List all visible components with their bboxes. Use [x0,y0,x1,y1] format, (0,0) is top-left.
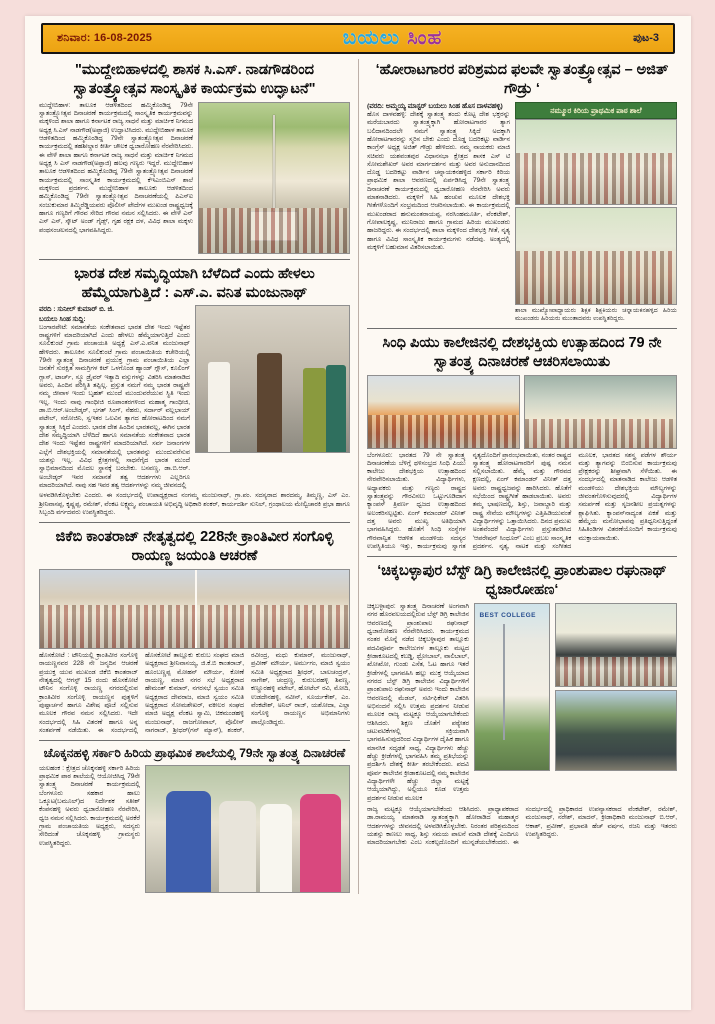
left-column [39,59,358,894]
photo-college-building-flagpole [474,603,550,771]
article-bangarapete-panchayat [39,263,350,519]
article-body: ಬೆಂಗಳೂರು: ಭಾರತದ 79 ನೇ ಸ್ವಾತಂತ್ರ್ಯ ದಿನಾಚರಣೆಯ ಬೆಳಿಗ್ಗೆ ಥಳಿಸಂಭ್ರದ ಸಿಂಧಿ ಪಿಯು ಕಾಲೇಜು ದೇಶಭಕ್ತಿಯ ಉತ್ಸಾಹದಿಂದ ನೇರವೇರಿಸಲಾಯಿತು. ವಿದ್ಯಾರ್ಥಿಗಳು, ಅಧ್ಯಾಪಕರು ಮತ್ತು ಗಣ್ಯರು ರಾಷ್ಟ್ರದ ಸ್ವಾತಂತ್ರ್ಯವನ್ನು ಗೌರವಿಸಲು ಒಟ್ಟುಗೂಡಿದಾಗ ಕ್ಯಾಂಪಸ್ ತ್ರಿವರ್ಣ ಧ್ವಜದ ಉತ್ಸಾಹದಿಂದ ಅಲಂಕರಿಸಲ್ಪಟ್ಟಿತು. ಏಂಗ್ ಕಮಾಂಡರ್ ವಿನೀತ್ ದತ್ತ ಅವರು ಮುಖ್ಯ ಅತಿಥಿಯಾಗಿ ಭಾಗವಹಿಸಿದ್ದರು. ಹೊತೆಗೆ ಸಿಂಧಿ ಸಂಸ್ಥೆಗಳ ಗೌರವಾನ್ವಿತ ಆಡಳಿತ ಮಂಡಳಿಯ ಸದಸ್ಯರ ಉಪಸ್ಥಿತಿಯೂ ಇತ್ತು, ಕಾರ್ಯಕ್ರಮವು ಸ್ವಾಗತ ನೃತ್ಯದೊಂದಿಗೆ ಪ್ರಾರಂಭವಾಯಿತು, ನಂತರ ರಾಷ್ಟ್ರದ ಸ್ವಾತಂತ್ರ್ಯ ಹೋರಾಟಗಾರರಿಗೆ ಪುಷ್ಪ ನಮನ ಸಲ್ಲಿಸಲಾಯಿತು. ಹೆಮ್ಮೆ ಮತ್ತು ಗೌರವದ ಕ್ಷಣದಲ್ಲಿ, ಏಂಗ್ ಕಮಾಂಡರ್ ವಿನೀತ್ ದತ್ತ ಅವರು ರಾಷ್ಟ್ರಧ್ವಜವನ್ನು ಹಾರಿಸಿದರು. ಹೊತೆಗೆ ಸಭೆಯಿಂದ ರಾಷ್ಟ್ರಗೀತೆ ಹಾಡಲಾಯಿತು. ಅವರು ತಮ್ಮ ಭಾಷಣದಲ್ಲಿ, ಶಿಸ್ತು, ಜವಾಬ್ದಾರಿ ಮತ್ತು ರಾಷ್ಟ್ರ ಸೇವೆಯ ಮೌಲ್ಯಗಳನ್ನು ಎತ್ತಿಹಿಡಿಯುವಂತೆ ವಿದ್ಯಾರ್ಥಿಗಳನ್ನು ಒತ್ತಾಯಿಸಿದರು. ದಿನದ ಪ್ರಮುಖ ಅಂಶವೆಂದರೆ ವಿದ್ಯಾರ್ಥಿಗಳು ಪ್ರಸ್ತುತಪಡಿಸಿದ 'ಆಪರೇಷನ್ ಸಿಂಧೂರ್' ಎಂಬ ಪ್ರಬಲ ಸಾಂಸ್ಕೃತಿಕ ಪ್ರದರ್ಶನ. ನೃತ್ಯ, ನಾಟಕ ಮತ್ತು ಸಂಗೀತದ ಮೂಲಕ, ಭಾರತದ ಸಶಸ್ತ್ರ ಪಡೆಗಳ ಶೌರ್ಯ ಮತ್ತು ತ್ಯಾಗವನ್ನು ಬಿಂಬಿಸುವ ಕಾರ್ಯಕ್ರಮವು ಪ್ರೇಕ್ಷಕರನ್ನು ಶೀಘ್ರವಾಗಿ ಸೆಳೆಯಿತು. ಈ ಸಂದರ್ಭದಲ್ಲಿ ಮಾತನಾಡಿದ ಕಾಲೇಜು ಆಡಳಿತ ಮಂಡಳಿಯು ದೇಶಭಕ್ತಿಯ ಮೌಲ್ಯಗಳನ್ನು ಜೀವಂತಗೊಳಿಸುವುದರಲ್ಲಿ ವಿದ್ಯಾರ್ಥಿಗಳ ಸಮರ್ಪಣೆ ಮತ್ತು ಸೃಜನಶೀಲ ಪ್ರಯತ್ನಗಳನ್ನು ಶ್ಲಾಘಿಸಿತು. ಕ್ಯಾಂಪಸ್‌ನಾದ್ಯಂತ ಏಕತೆ ಮತ್ತು ಹೆಮ್ಮೆಯ ಮನೋಭಾವವು ಪ್ರತಿಧ್ವನಿಸುತ್ತಿದ್ದಂತೆ ಸಿಹಿತಿಂಡಿಗಳ ವಿತರಣೆಯೊಂದಿಗೆ ಕಾರ್ಯಕ್ರಮವು ಮುಕ್ತಾಯವಾಯಿತು. [367,451,677,551]
person-figure [300,794,341,892]
school-banner: ನಮ್ಮೂರ ಕಿರಿಯ ಪ್ರಾಥಮಿಕ ಪಾಠ ಶಾಲೆ [515,102,677,119]
headline: ಸಿಂಧಿ ಪಿಯು ಕಾಲೇಜಿನಲ್ಲಿ ದೇಶಭಕ್ತಿಯ ಉತ್ಸಾಹದಿಂದ 79 ನೇ ಸ್ವಾತಂತ್ರ್ಯ ದಿನಾಚರಣೆ ಆಚರಿಸಲಾಯಿತು [382,334,662,370]
photo-row [367,375,677,449]
building-signage: BEST COLLEGE [479,612,536,620]
news-credit: ಬಯಲು ಸಿಂಹ ಸುದ್ದಿ: [39,315,86,323]
photo-college-staff-group [367,375,520,449]
right-column [358,59,677,894]
photo-students-certificates [555,603,677,687]
article-body-continued: ಅಳವಡಿಸಿಕೊಳ್ಳಬೇಕು ಎಂದರು. ಈ ಸಂದರ್ಭದಲ್ಲಿ ಉಪಾಧ್ಯಕ್ಷರಾದ ನಂಗಮ್ಮ ಮಂಜುನಾಥ್, ಗ್ರಾ.ಪಂ. ಸದಸ್ಯರಾದ ಶಾರದಮ್ಮ, ತಿಮ್ಮಣ್ಣ, ಎಸ್ ಎಂ. ಶ್ರೀನಿವಾಸಪ್ಪ, ಕೃಷ್ಣಪ್ಪ, ರಮೇಶ್, ವೆಂಕಟ ಲಕ್ಷ್ಮಮ್ಮ, ಪಂಚಾಯತಿ ಅಭಿವೃದ್ಧಿ ಅಧಿಕಾರಿ ಶಂಕರ್, ಕಾರ್ಯದರ್ಶಿ ಸುನಿಲ್, ಗ್ರಂಥಾಲಯ ಮೇಲ್ವಿಚಾರಕಿ ಪ್ರಭಾ ಹಾಗೂ ಸಿಬ್ಬಂದಿ ವರ್ಗದವರು ಉಪಸ್ಥಿತರಿದ್ದರು. [39,492,350,516]
photo-dignitaries-ceremony [524,375,677,449]
photo-frame-split [195,570,197,648]
photo-caption: ಶಾಲಾ ಮುಖ್ಯೋಪಾಧ್ಯಾಯರು ಶಿಕ್ಷಕ ಶಿಕ್ಷಕಿಯರು ಚನ್ನಾಯಕನಹಳ್ಳಿದ ಹಿರಿಯ ಮುಖಂಡರು ಹಿರಿಯರು ಮುಂತಾದವರು ಉಪಸ್ಥಿತರಿದ್ದರು. [515,306,677,322]
article-body: ಮುದ್ದೇಬಿಹಾಳ: ತಾಲೂಕ ಆಡಳಿತದಿಂದ ಹಮ್ಮಿಕೊಂಡಿದ್ದ 79ನೇ ಸ್ವಾತಂತ್ರ್ಯೋತ್ಸವ ದಿನಾಚರಣೆ ಕಾರ್ಯಕ್ರಮದಲ್ಲಿ ಸಾಂಸ್ಕೃತಿಕ ಕಾರ್ಯಕ್ರಮವನ್ನು ಮಕ್ಕಳಿಂದ ಶಾಲಾ ಹಾಗೂ ಕರ್ನಾಟಕ ರಾಜ್ಯ ಸಾಧನೆ ಮತ್ತು ಮಾರ್ಚಿಕ ನಿಗಮದ ಅಧ್ಯಕ್ಷ ಸಿ.ಎಸ್ ನಾಡಗೌಡ(ಅಪ್ಪಾಜಿ) ಉದ್ಘಾಟಿಸಿದರು. ಮುದ್ದೇಬಿಹಾಳ ತಾಲೂಕ ಆಡಳಿತದಿಂದ ಹಮ್ಮಿಕೊಂಡಿದ್ದ 79ನೇ ಸ್ವಾತಂತ್ರ್ಯೋತ್ಸವ ದಿನಾಚರಣೆ ಕಾರ್ಯಕ್ರಮದಲ್ಲಿ ತಹಶೀಲ್ದಾರ ಕೀರ್ತಿ ಚೌಲಕ ಧ್ವಜಾರೋಹಣ ನೆರವೇರಿಸಿದರು. ಈ ವೇಳೆ ಶಾಲಾ ಹಾಗೂ ಕರ್ನಾಟಕ ರಾಜ್ಯ ಸಾಧನೆ ಮತ್ತು ಮಾರ್ಚಿಕ ನಿಗಮದ ಅಧ್ಯಕ್ಷ ಸಿ ಎಸ್ ನಾಡಗೌಡ(ಅಪ್ಪಾಜಿ) ಹಲವು ಗಣ್ಯರು ಇದ್ದರೆ. ಮುದ್ದೇಬಿಹಾಳ ತಾಲೂಕ ಆಡಳಿತದಿಂದ ಹಮ್ಮಿಕೊಂಡಿದ್ದ 79ನೇ ಸ್ವಾತಂತ್ರ್ಯೋತ್ಸವ ದಿನಾಚರಣೆ ಕಾರ್ಯಕ್ರಮದಲ್ಲಿ ಸಾಂಸ್ಕೃತಿಕ ಕಾರ್ಯಕ್ರಮದಲ್ಲಿ ಕೆಇಎಂಬಿಎಸ್ ಶಾಲೆ ಮಕ್ಕಳಿಂದ ಪ್ರದರ್ಶನ. ಮುದ್ದೇಬಿಹಾಳ ತಾಲೂಕು ಆಡಳಿತದಿಂದ ಹಮ್ಮಿಕೊಂಡಿದ್ದ 79ನೇ ಸ್ವಾತಂತ್ರ್ಯೋತ್ಸವ ದಿನಾಚರಣೆಯಲ್ಲಿ ಪಿಎಸ್ಐ ಸಂಜುಕುಮಾರ ತಿಮ್ಮಿರೆಡ್ಡಿಯವರು ಪೊಲೀಸ್ ಪೇದೆಗಳ ಮುಖಂಡ ರಾಷ್ಟ್ರಧ್ವಜಕ್ಕೆ ಹಾಗೂ ಗಣ್ಯರಿಗೆ ಗೌರವ ಸೇರಿದ ಗೌರವ ನಮನ ಸಲ್ಲಿಸಿದರು. ಈ ವೇಳೆ ಎನ್ ಎಸ್ ಎಸ್, ಸ್ಕೌಟ್ ಅಂಡ್ ಗೈಡ್ಸ್, ಗೃಹ ರಕ್ಷಕ ದಳ, ವಿವಿಧ ಶಾಲಾ ಮಕ್ಕಳು ಪಂಥಸಂಚಲನದಲ್ಲಿ ಭಾಗವಹಿಸಿದ್ದರು. [39,101,193,234]
reporter-byline: ವರದಿ : ಸುನೀಲ್ ಕುಮಾರ್ ಬಿ. ಜಿ. [39,306,114,314]
headline: ಚೊಕ್ಕನಹಳ್ಳಿ ಸರ್ಕಾರಿ ಹಿರಿಯ ಪ್ರಾಥಮಿಕ ಶಾಲೆಯಲ್ಲಿ 79ನೇ ಸ್ವಾತಂತ್ರ್ಯ ದಿನಾಚರಣೆ [43,746,346,761]
article-body: ಯಲಹಂಕ : ಕ್ಷೇತ್ರದ ಚೊಕ್ಕನಹಳ್ಳಿ ಸರ್ಕಾರಿ ಹಿರಿಯ ಪ್ರಾಥಮಿಕ ಪಾಠ ಶಾಲೆಯಲ್ಲಿ ಆಯೋಜಿಸಿದ್ದ 79ನೇ ಸ್ವಾತಂತ್ರ್ಯ ದಿನಾಚರಣೆ ಕಾರ್ಯಕ್ರಮದಲ್ಲಿ ಬೆಂಗಳೂರು ಸಹಕಾರ ಹಾಲು ಒಕ್ಕೂಟ(ಬಮೂಲ್)ದ ನಿರ್ದೇಶಕ ಸತೀಶ್ ಕೆಂಪನಹಳ್ಳಿ ಅವರು ಧ್ವಜಾರೋಹಣ ನೆರವೇರಿಸಿ, ಧ್ವಜ ನಮನ ಸಲ್ಲಿಸಿದರು. ಕಾರ್ಯಕ್ರಮದಲ್ಲಿ ಅರಕೆರೆ ಗ್ರಾಮ ಪಂಚಾಯತಿಯ ಅಧ್ಯಕ್ಷರು, ಸದಸ್ಯರು ಸೇರಿದಂತೆ ಚೊಕ್ಕನಹಳ್ಳಿ ಗ್ರಾಮಸ್ಥರು ಉಪಸ್ಥಿತರಿದ್ದರು. [39,764,140,847]
crowd-strip [516,153,676,203]
photo-kit-distribution [195,305,350,453]
person-figure [326,365,346,453]
person-figure [219,801,256,892]
article-divider [39,740,350,741]
crowd-strip [199,208,349,253]
headline: ಭಾರತ ದೇಶ ಸಮೃದ್ಧಿಯಾಗಿ ಬೆಳೆದಿದೆ ಎಂದು ಹೇಳಲು ಹೆಮ್ಮೆಯಾಗುತ್ತಿದೆ : ಎಸ್.ಎ. ವನಿತ ಮಂಜುನಾಥ್ [74,265,315,301]
flagpole [503,624,505,740]
photo-street-crowd [39,569,350,649]
person-figure [303,368,326,453]
photo-flag-hoisting-building [198,102,350,254]
photo-leaders-group [515,119,677,205]
newspaper-title [343,27,443,50]
crowd-strip [368,415,519,447]
article-muddebihal-independence [39,59,350,255]
article-body: ಹೊಸ ದಾಳವಹಳ್ಳಿ: ದೇಶಕ್ಕೆ ಸ್ವಾತಂತ್ರ್ಯ ತಂದು ಕೊಟ್ಟ ದೇಶ ಭಕ್ತರನ್ನು ಮರೆಯಬಾರದು ಸ್ವಾತಂತ್ರ್ಯಕ್ಕಾಗಿ ಹೋರಾಟಗಾರರ ತ್ಯಾಗ ಬಲಿದಾನದಿಂದಲೇ ನಮಗೆ ಸ್ವಾತಂತ್ರ್ಯ ಸಿಕ್ಕಿದೆ ಅದಕ್ಕಾಗಿ ಹೋರಾಟಗಾರರನ್ನು ಸ್ಮರಿಸ ಬೇಕು ಎಂದು ದೊಡ್ಡ ಬದರಿಕಟ್ಟು ವಾರ್ಡಿನ ಕಾಂಗ್ರೆಸ್ ಅಧ್ಯಕ್ಷ ಅಜಿತ್ ಗೌಡ್ರು ಹೇಳಿದರು. ನಮ್ಮ ನಾಯಕರು ಮಾಜಿ ಸಚಿವರು ಯಶವಂತಪುರ ವಿಧಾನಸಭಾ ಕ್ಷೇತ್ರದ ಶಾಸಕ ಎಸ್ ಟಿ ಸೋಮಶೇಖರ್ ಅವರ ಮಾರ್ಗದರ್ಶನ ಮತ್ತು ಅವರ ಅನುದಾನದಿಂದ ದೊಡ್ಡ ಬದರಿಕಟ್ಟು ವಾರ್ಡಿನ ಚನ್ನಾಯಕನಹಳ್ಳಿದ ಸರ್ಕಾರಿ ಕಿರಿಯ ಪ್ರಾಥಮಿಕ ಶಾಲಾ ಆವರಣದಲ್ಲಿ ಏರ್ಪಡಿಸಿದ್ದ 79ನೇ ಸ್ವಾತಂತ್ರ್ಯ ದಿನಾಚರಣೆ ಕಾರ್ಯಕ್ರಮದಲ್ಲಿ ಧ್ವಜಾರೋಹಣ ನೆರವೇರಿಸಿ ಅವರು ಮಾತನಾಡಿದರು. ಮಕ್ಕಳಿಗೆ ಸಿಹಿ ಹಂಚುವ ಮೂಲಕ ದೇಶಭಕ್ತಿ ಗೀತೆಗಳೊಂದಿಗೆ ಸಂಭ್ರಮದಿಂದ ಆಚರಿಸಲಾಯಿತು. ಈ ಕಾರ್ಯಕ್ರಮದಲ್ಲಿ ಮುಖಂಡರಾದ ಹನುಮಂತರಾಯಪ್ಪ, ನರಸಿಂಹಮೂರ್ತಿ, ವೆಂಕಟೇಶ್, ಗೋಪಾಲಕೃಷ್ಣ, ಮುನಿರಾಜು ಹಾಗೂ ಗ್ರಾಮದ ಹಿರಿಯ ಮುಖಂಡರು ಹಾಜರಿದ್ದರು. ಈ ಸಂದರ್ಭದಲ್ಲಿ ಶಾಲಾ ಮಕ್ಕಳಿಂದ ದೇಶಭಕ್ತಿ ಗೀತೆ, ನೃತ್ಯ ಹಾಗೂ ವಿವಿಧ ಸಾಂಸ್ಕೃತಿಕ ಕಾರ್ಯಕ್ರಮಗಳು ನಡೆದವು. ಅಂತ್ಯದಲ್ಲಿ ಮಕ್ಕಳಿಗೆ ಬಹುಮಾನ ವಿತರಿಸಲಾಯಿತು. [367,110,510,252]
article-text-column [367,102,510,323]
article-body: ಹೊಸಕೋಟೆ : ಟೌನಿಯಲ್ಲಿ ಕ್ರಾಂತಿವೀರ ಸಂಗೊಳ್ಳಿ ರಾಯಣ್ಣನವರ 228 ನೇ ಜನ್ಮದಿನ ಆಚರಣೆ ಪ್ರಯುಕ್ತ ಯುವ ಮುಖಂಡ ಜಿಕೆಬಿ ಕಾಂತರಾಜ್ ನೇತೃತ್ವದಲ್ಲಿ ಆಗಸ್ಟ್ 15 ರಂದು ಹೊಸಕೋಟೆ ಟೌನಿನ ಸಂಗೊಳ್ಳಿ ರಾಯಣ್ಣ ನಗರದಲ್ಲಿರುವ ಕ್ರಾಂತಿವೀರ ಸಂಗೊಳ್ಳಿ ರಾಯಣ್ಣನ ಪುತ್ಥಳಿಗೆ ಪುಷ್ಪಾರ್ಚನೆ ಹಾಗೂ ವಿಶೇಷ ಪೂಜೆ ಸಲ್ಲಿಸುವ ಮೂಲಕ ಗೌರವ ನಮನ ಸಲ್ಲಿಸಿದರು. ಇದೇ ಸಂದರ್ಭದಲ್ಲಿ ಸಿಹಿ ವಿತರಣೆ ಹಾಗೂ ಅನ್ನ ಸಂತರ್ಪಣೆ ನಡೆಯಿತು. ಈ ಸಂದರ್ಭದಲ್ಲಿ ಹೊಸಕೋಟೆ ತಾಲ್ಲೂಕು ಕುರುಬ ಸಂಘದ ಮಾಜಿ ಅಧ್ಯಕ್ಷರಾದ ಶ್ರೀನಿವಾಸಯ್ಯ, ಜಿ.ಕೆ.ಬಿ ಕಾಂತರಾಜ್, ಹೂಂಬಣ್ಣಪ್ಪ ಮೋಹನ್ ಮೌರ್ಯ, ಕೋಣೆ ರಾಯಣ್ಣ, ಮಾಜಿ ನಗರ ಸಭೆ ಅಧ್ಯಕ್ಷರಾದ ಹೇಮಂತ್ ಕುಮಾರ್, ನಗರಸಭೆ ಸ್ವಯಂ ಸಮಿತಿ ಅಧ್ಯಕ್ಷರಾದ ದೇವರಾಜ, ಮಾಜಿ ಸ್ವಯಂ ಸಮಿತಿ ಅಧ್ಯಕ್ಷರಾದ ಸೋಮಶೇಖರ್, ವಕೀಲರ ಸಂಘದ ಮಾಜಿ ಅಧ್ಯಕ್ಷ ವೆಂಕಟ ಸ್ವಾಮಿ, ಚಿಕಮಂಡಹಳ್ಳಿ ಮಂಜುನಾಥ್, ರಾಜಗೋಪಾಲ್, ಪೊಲೀಸ್ ನಾಗರಾಜ್, ಶ್ರೀಧರ್(ಗನ್ ಮ್ಯಾನ್), ಶಂಕರ್, ರವೀಂದ್ರ, ಮಧು ಕುಮಾರ್, ಮಂಜುನಾಥ್, ಪ್ರವೀಣ್ ಮೌರ್ಯ, ಅರ್ಮುಗಂ, ಮಾಜಿ ಸ್ವಯಂ ಸಮಿತಿ ಅಧ್ಯಕ್ಷರಾದ ಶ್ರೀಧರ್, ಬಾಲಚಂದ್ರನ್, ನಾಗೇಶ್, ಚಂದ್ರಣ್ಣ, ಕುರುಬರಹಳ್ಳಿ ಶಿವಣ್ಣ, ಕಣ್ಣೂರಹಳ್ಳಿ ಪಟೇಲ್, ಹೋಟೆಲ್ ರವಿ, ಮೋದಿ, ಉಡದೇನಹಳ್ಳಿ, ನವೀನ್, ಸೂರ್ಯಕೇಶ್, ಎಂ. ವೆಂಕಟೇಶ್, ಅನಿಲ್ ರಾಜ್, ಯಶೋದಾ, ಎಲ್ಲಾ ಸಂಗೊಳ್ಳಿ ರಾಯಣ್ಣನ ಅಭಿಮಾನಿಗಳು ಪಾಲ್ಗೊಂಡಿದ್ದರು. [39,651,350,734]
photo-saluting-women [145,765,350,893]
title-word-1: ಬಯಲು [342,27,401,49]
person-figure [257,353,281,452]
headline: ‘ಚಿಕ್ಕಬಳ್ಳಾಪುರ ಬೆಸ್ಟ್ ಡಿಗ್ರಿ ಕಾಲೇಜಿನಲ್ಲಿ ಪ್ರಾಂಶುಪಾಲ ರಘುನಾಥ್ ಧ್ವಜಾರೋಹಣ‘ [377,563,667,599]
issue-date: ಶನಿವಾರ: 16-08-2025 [57,32,153,44]
page-columns [25,57,691,902]
article-chokkanahalli-school [39,744,350,894]
article-sindhi-pu-college [367,332,677,553]
article-dalavahalli-freedom-fighters [367,59,677,324]
headline: ‘ಹೋರಾಟಗಾರರ ಪರಿಶ್ರಮದ ಫಲವೇ ಸ್ವಾತಂತ್ರ್ಯೋತ್ಸವ – ಅಜಿತ್ ಗೌಡ್ರು ‘ [375,62,669,97]
headline: "ಮುದ್ದೇಬಿಹಾಳದಲ್ಲಿ ಶಾಸಕ ಸಿ.ಎಸ್. ನಾಡಗೌಡರಿಂದ ಸ್ವಾತಂತ್ರ್ಯೋತ್ಸವ ಸಾಂಸ್ಕೃತಿಕ ಕಾರ್ಯಕ್ರಮ ಉದ್ಘಾಟನೆ" [73,62,316,97]
crowd-strip [556,657,676,686]
person-figure [166,791,211,892]
crowd-strip [516,251,676,304]
article-body: ಚಿಕ್ಕಬಳ್ಳಾಪುರ: ಸ್ವಾತಂತ್ರ್ಯ ದಿನಾಚರಣೆ ಅಂಗವಾಗಿ ನಗರ ಹೊರವಲಯದಲ್ಲಿರುವ ಬೆಸ್ಟ್ ಡಿಗ್ರಿ ಕಾಲೇಜಿನ ಆವರಣದಲ್ಲಿ ಪ್ರಾಂಶುಪಾಲ ರಘುನಾಥ್ ಧ್ವಜಾರೋಹಣ ನೆರವೇರಿಸಿದರು. ಕಾರ್ಯಕ್ರಮದ ನಂತರ ಮೊನ್ನೆ ನಡೆದ ಚಿಕ್ಕಬಳ್ಳಾಪುರ ತಾಲ್ಲೂಕು ಪದವಿಪೂರ್ವ ಕಾಲೇಜುಗಳ ತಾಲ್ಲೂಕು ಮಟ್ಟದ ಕ್ರೀಡಾಕೂಟದಲ್ಲಿ ಕಬಡ್ಡಿ, ಥ್ರೋಬಾಲ್, ವಾಲಿಬಾಲ್, ಖೋಖೋ, ಗುಂಡು ಎಸೆತ, ಓಟ ಹಾಗೂ ಇತರೆ ಕ್ರೀಡೆಗಳಲ್ಲಿ ಭಾಗವಹಿಸಿ ಹಲ್ಲು ಮುಕ್ತ ಆಯ್ಕೆಯಾದ ನಗರದ ಬೆಸ್ಟ್ ಡಿಗ್ರಿ ಕಾಲೇಜಿನ ವಿದ್ಯಾರ್ಥಿಗಳಿಗೆ ಪ್ರಾಂಶುಪಾಲ ರಘುನಾಥ್ ಅವರು ಇಂದು ಕಾಲೇಜಿನ ಆವರಣದಲ್ಲಿ ಮೆಡಲ್, ಸರ್ಟಿಫಿಕೇಟ್ ವಿತರಿಸಿ ಅಭಿನಂದನೆ ಸಲ್ಲಿಸಿ ಉತ್ತಮ ಪ್ರದರ್ಶನ ನೀಡುವ ಮೂಲಕ ರಾಜ್ಯ ಮಟ್ಟಕ್ಕೂ ಆಯ್ಕೆಯಾಗಬೇಕೆಂದು ಆಶಿಸಿದರು. ಶಿಕ್ಷಣ ಜೊತೆಗೆ ಪಠ್ಯೇತರ ಚಟುವಟಿಕೆಗಳಲ್ಲಿ ಸಕ್ರಿಯವಾಗಿ ಭಾಗವಹಿಸುವುದರಿಂದ ವಿದ್ಯಾರ್ಥಿಗಳ ದೈಹಿಕ ಹಾಗೂ ಮಾನಸಿಕ ಸದೃಢತೆ ಸಾಧ್ಯ, ವಿದ್ಯಾರ್ಥಿಗಳು ಹೆಚ್ಚು ಹೆಚ್ಚು ಕ್ರೀಡೆಗಳಲ್ಲಿ ಭಾಗವಹಿಸಿ ತಮ್ಮ ಪ್ರತಿಭೆಯನ್ನು ಪ್ರದರ್ಶಿಸಿ ದೇಶಕ್ಕೆ ಕೀರ್ತಿ ತರಬೇಕೆಂದರು. ಪದವಿ ಪೂರ್ವ ಕಾಲೇಜಿನ ಕ್ರೀಡಾಕೂಟದಲ್ಲಿ ನಮ್ಮ ಕಾಲೇಜಿನ ವಿದ್ಯಾರ್ಥಿಗಳೇ ಹೆಚ್ಚು ಜಿಲ್ಲಾ ಮಟ್ಟಕ್ಕೆ ಆಯ್ಕೆಯಾಗಿದ್ದು, ಅಲ್ಲಿಯೂ ಕೂಡ ಉತ್ತಮ ಪ್ರದರ್ಶನ ನೀಡುವ ಮೂಲಕ [367,603,469,802]
masthead [41,23,675,54]
crowd-strip [525,419,676,448]
photo-column [515,102,677,323]
article-divider [39,259,350,260]
flagpole [273,115,275,220]
article-body: ಬಂಗಾರಪೇಟೆ: ಸಮಾನತೆಯ ಸಂಕೇತವಾದ ಭಾರತ ದೇಶ ಇಂದು ಇಷ್ಟೆತರ ರಾಷ್ಟ್ರಗಳಿಗೆ ಮಾದರಿಯಾಗಿದೆ ಎಂದು ಹೇಳಲು ಹೆಮ್ಮೆಯಾಗುತ್ತಿದೆ ಎಂದು ಸೂಲಿಕುಂಟೆ ಗ್ರಾಮ ಪಂಚಾಯತಿ ಅಧ್ಯಕ್ಷೆ ಎಸ್.ಎ.ವನಿತ ಮಂಜುನಾಥ್ ಹೇಳಿದರು. ತಾಲೂಕಿನ ಸೂಲಿಕುಂಟೆ ಗ್ರಾಮ ಪಂಚಾಯಿತಿಯ ಕಚೇರಿಯಲ್ಲಿ 79ನೇ ಸ್ವಾತಂತ್ರ್ಯ ದಿನಾಚರಣೆ ಪ್ರಯುಕ್ತ ಗ್ರಾಮ ಪಂಚಾಯಿತಿಯ ಎಲ್ಲಾ ಜನತೆಗೆ ಸುರಕ್ಷಿತ ಸಾಮಗ್ರಿಗಳ ಕಿಟ್ ಒಳಗೊಂಡ ಹ್ಯಾಂಡ್ ಗ್ಲೌಸ್, ಕೂಲಿಂಗ್ ಗ್ಲಾಸ್, ಟಾರ್ಚ್, ಸ್ಕ್ರೂ ಡ್ರೈವರ್ ಇತ್ಯಾದಿ ವಸ್ತುಗಳನ್ನು ವಿತರಿಸಿ ಮಾತನಾಡಿದ ಅವರು, ಹಿಂದಿನ ಪರಿಸ್ಥಿತಿ ತಪ್ಪಿಲ್ಲ. ಪ್ರಸ್ತುತ ನಮಗೆ ನಮ್ಮ ಭಾರತ ರಾಷ್ಟ್ರವೇ ನಮ್ಮ ಜೀವಾಳ ಇಂದು ಬೃಹತ್ ಮುಂದೆ ಮುಂದುವರೆಯುವ ಸ್ಥಿತಿ ಇಂದು ಇಲ್ಲ. ಇಂದು ನಾವು ಗಾಂಧೀಜಿ ರೂಪಾಂತರಗಳಿಂದ ಮಹಾತ್ಮ ಗಾಂಧೀಜಿ, ಡಾ.ಬಿ.ಆರ್.ಅಂಬೇಡ್ಕರ್, ಭಗತ್ ಸಿಂಗ್, ನೆಹರು, ಸರ್ದಾರ್ ವಲ್ಲಭಾಯ್ ಪಟೇಲ್, ಸರೋಜಿನಿ, ಸ್ವಇತರ ಒಲವಿನ ತ್ಯಾಗದ ಹೋರಾಟದಿಂದ ನಮಗೆ ಸ್ವಾತಂತ್ರ್ಯ ಸಿಕ್ಕಿದೆ ಎಂದರು. ಭಾರತ ದೇಶ ಹಿಂದಿನ ಭಾರತವಲ್ಲ, ಈಗಿನ ಭಾರತ ದೇಶ ಸಮೃದ್ಧಿಯಾಗಿ ಬೆಳೆದಿದೆ ಹಾಗೂ ಸಮಾನತೆಯ ಸಂಕೇತವಾದ ಭಾರತ ದೇಶ ಇಂದು ಇಷ್ಟೆತರ ರಾಷ್ಟ್ರಗಳಿಗೆ ಮಾದರಿಯಾಗಿದೆ. ಸರ್ವ ಜನಾಂಗಗಳ ಎಲ್ಲೆಗೆ ದೇಶಭಕ್ತಿಯಲ್ಲಿ ಸಮಾನತೆಯಲ್ಲಿ ಭಾರತವನ್ನು ಮುಂದುವರೆಸುವ ಯಶಸ್ಸು ಇಲ್ಲ. ವಿವಿಧ ಕ್ಷೇತ್ರಗಳಲ್ಲಿ ಸಾಧನೆಗೈದ ಭಾರತ ಮುಂದೆ ಸ್ವಾಭಿಮಾನದಿಂದ ಮೊದಲ ಸ್ಥಾನಕ್ಕೆ ಬರಬೇಕು. ಬಸವಣ್ಣ, ಡಾ.ಬಿ.ಆರ್. ಅಂಬೇಡ್ಕರ್ ಇವರ ಸಮಾನತೆ ತತ್ವ ಆದರ್ಶಗಳು ಎಲ್ಲರಿಗೂ ಮಾದರಿಯಾಗಿದೆ. ನಾವು ಸಹ ಇವರ ತತ್ವ ಆದರ್ಶಗಳನ್ನು ನಮ್ಮ ಜೀವನದಲ್ಲಿ [39,323,190,489]
title-word-2: ಸಿಂಹ [407,27,443,49]
photo-stack [555,603,677,803]
article-best-degree-college [367,560,677,848]
page-number: ಪುಟ-3 [633,32,659,44]
newspaper-sheet [25,16,691,1010]
article-sangolli-rayanna-jayanti [39,526,350,736]
reporter-byline: (ವರದಿ: ಅಮ್ಮಯ್ಯ ಮಾಸ್ಟರ್ ಬಯಲು ಸಿಂಹ ಹೊಸ ದಾಳವಹಳ್ಳಿ) [367,102,503,110]
article-divider [367,328,677,329]
person-figure [208,362,229,453]
headline: ಜಿಕೆಬಿ ಕಾಂತರಾಜ್ ನೇತೃತ್ವದಲ್ಲಿ 228ನೇ ಕ್ರಾಂತಿವೀರ ಸಂಗೊಳ್ಳಿ ರಾಯಣ್ಣ ಜಯಂತಿ ಆಚರಣೆ [55,529,334,565]
photo-children-group [515,207,677,305]
person-figure [260,804,292,892]
article-text-column [39,305,190,490]
article-divider [39,522,350,523]
article-body-continued: ರಾಜ್ಯ ಮಟ್ಟಕ್ಕೂ ಆಯ್ಕೆಯಾಗಬೇಕೆಂದು ಆಶಿಸಿದರು. ಪ್ರಾಧ್ಯಾಪಕರಾದ ಡಾ.ರಾಮಯ್ಯ ಮಾತನಾಡಿ ಸ್ವಾತಂತ್ರ್ಯಕ್ಕಾಗಿ ಹೋರಾಡಿದ ಮಹಾತ್ಮರ ಆದರ್ಶಗಳನ್ನು ಜೀವನದಲ್ಲಿ ಅಳವಡಿಸಿಕೊಳ್ಳಬೇಕು. ನಿರಂತರ ಪರಿಶ್ರಮದಿಂದ ಯಶಸ್ಸು ಕಾಣಲು ಸಾಧ್ಯ, ಶಿಸ್ತು ಸಮಯ ಪಾಲನೆ ಮಾಡಿ ದೇಶಕ್ಕೆ ಎಂದಿಗೂ ಮಾದರಿಯಾಗಬೇಕು ಎಂಬ ಸಂಕಲ್ಪದೊಂದಿಗೆ ಮುನ್ನಡೆಯಬೇಕೆಂದರು. ಈ ಸಂದರ್ಭದಲ್ಲಿ ಪ್ರಾಧಿಕಾರದ ಉಪನ್ಯಾಸಕರಾದ ವೆಂಕಟೇಶ್, ರಮೇಶ್, ಮಂಜುನಾಥ್, ನರೇಶ್, ಮಾದನ್, ಕ್ರೀಡಾಧಿಕಾರಿ ಮಂಜುನಾಥ್ ಬಿ.ಆರ್, ಆಕಾಶ್, ಪ್ರವೀಣ್, ಪ್ರಭಾವತಿ ಹೆಚ್ ವರ್ಷನ, ರಜನಿ ಮತ್ತು ಇತರರು ಉಪಸ್ಥಿತರಿದ್ದರು. [367,806,677,847]
article-divider [367,556,677,557]
photo-student-assembly [555,690,677,771]
